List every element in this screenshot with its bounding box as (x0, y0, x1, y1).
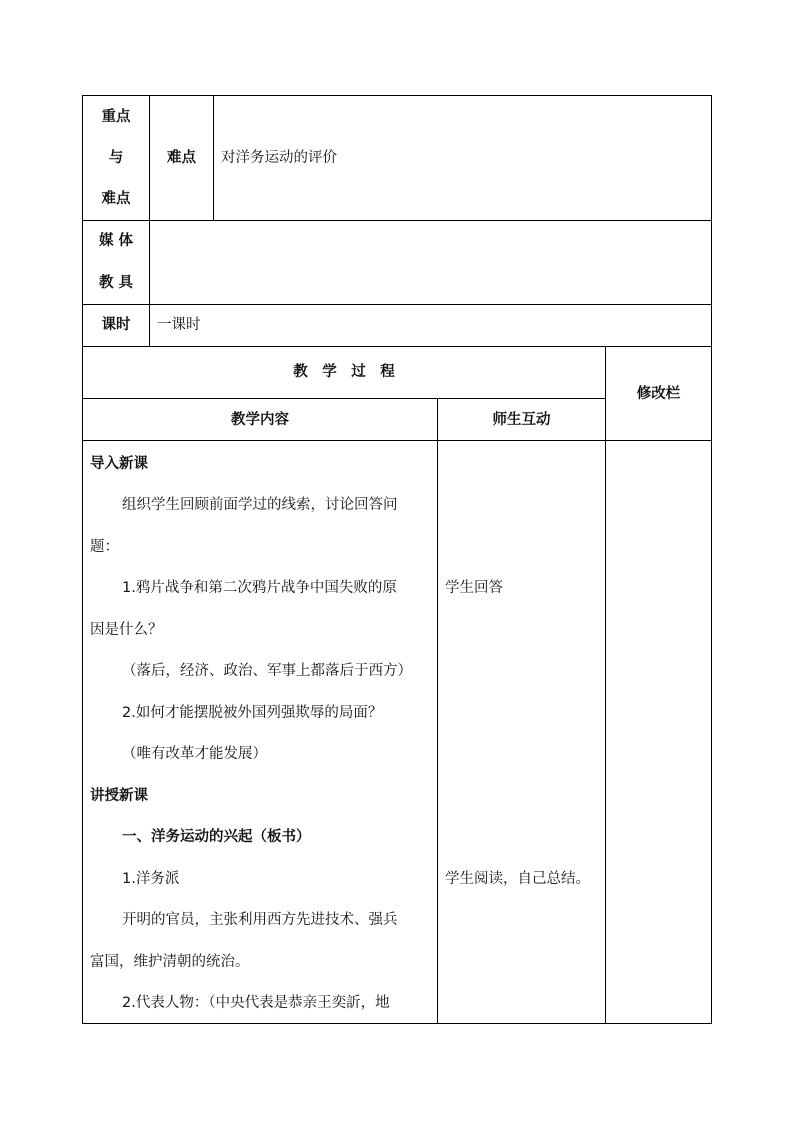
col-divider (149, 95, 150, 346)
row-divider (82, 398, 606, 399)
table-border-right (711, 95, 712, 1024)
content-column-header: 教学内容 (231, 412, 289, 428)
subsection-heading: 一、洋务运动的兴起（板书） (122, 829, 311, 845)
focus-label-line1: 重点 (101, 109, 131, 125)
row-divider (82, 220, 712, 221)
content-line: （落后，经济、政治、军事上都落后于西方） (122, 663, 412, 679)
focus-label-line3: 难点 (101, 191, 131, 207)
content-line: 2.如何才能摆脱被外国列强欺辱的局面？ (122, 705, 383, 721)
process-title: 教 学 过 程 (293, 364, 395, 380)
content-line: 1.洋务派 (122, 871, 180, 887)
interaction-note: 学生阅读，自己总结。 (445, 871, 590, 887)
interaction-note: 学生回答 (445, 580, 503, 596)
period-value: 一课时 (157, 317, 201, 333)
content-line: 因是什么？ (90, 622, 163, 638)
section-heading: 讲授新课 (90, 788, 148, 804)
content-line: 1.鸦片战争和第二次鸦片战争中国失败的原 (122, 580, 397, 596)
revision-column-header: 修改栏 (636, 386, 681, 402)
section-heading: 导入新课 (90, 456, 148, 472)
col-divider (605, 346, 606, 1024)
content-line: 组织学生回顾前面学过的线索，讨论回答问 (122, 497, 398, 513)
difficulty-label: 难点 (167, 150, 196, 166)
table-border-top (82, 95, 712, 96)
media-label-line1: 媒 体 (98, 233, 134, 249)
content-line: 开明的官员，主张利用西方先进技术、强兵 (122, 912, 398, 928)
media-label-line2: 教 具 (98, 275, 134, 291)
row-divider (82, 346, 712, 347)
content-line: （唯有改革才能发展） (122, 746, 267, 762)
content-line: 题： (90, 539, 119, 555)
col-divider (437, 398, 438, 1024)
table-border-bottom (82, 1023, 712, 1024)
row-divider (82, 440, 712, 441)
period-label: 课时 (101, 317, 131, 333)
difficulty-value: 对洋务运动的评价 (221, 150, 337, 166)
content-line: 2.代表人物：（中央代表是恭亲王奕訢，地 (122, 995, 390, 1011)
content-line: 富国，维护清朝的统治。 (90, 954, 250, 970)
row-divider (82, 304, 712, 305)
interaction-column-header: 师生互动 (492, 412, 551, 428)
focus-label-line2: 与 (108, 150, 124, 166)
col-divider (213, 95, 214, 220)
